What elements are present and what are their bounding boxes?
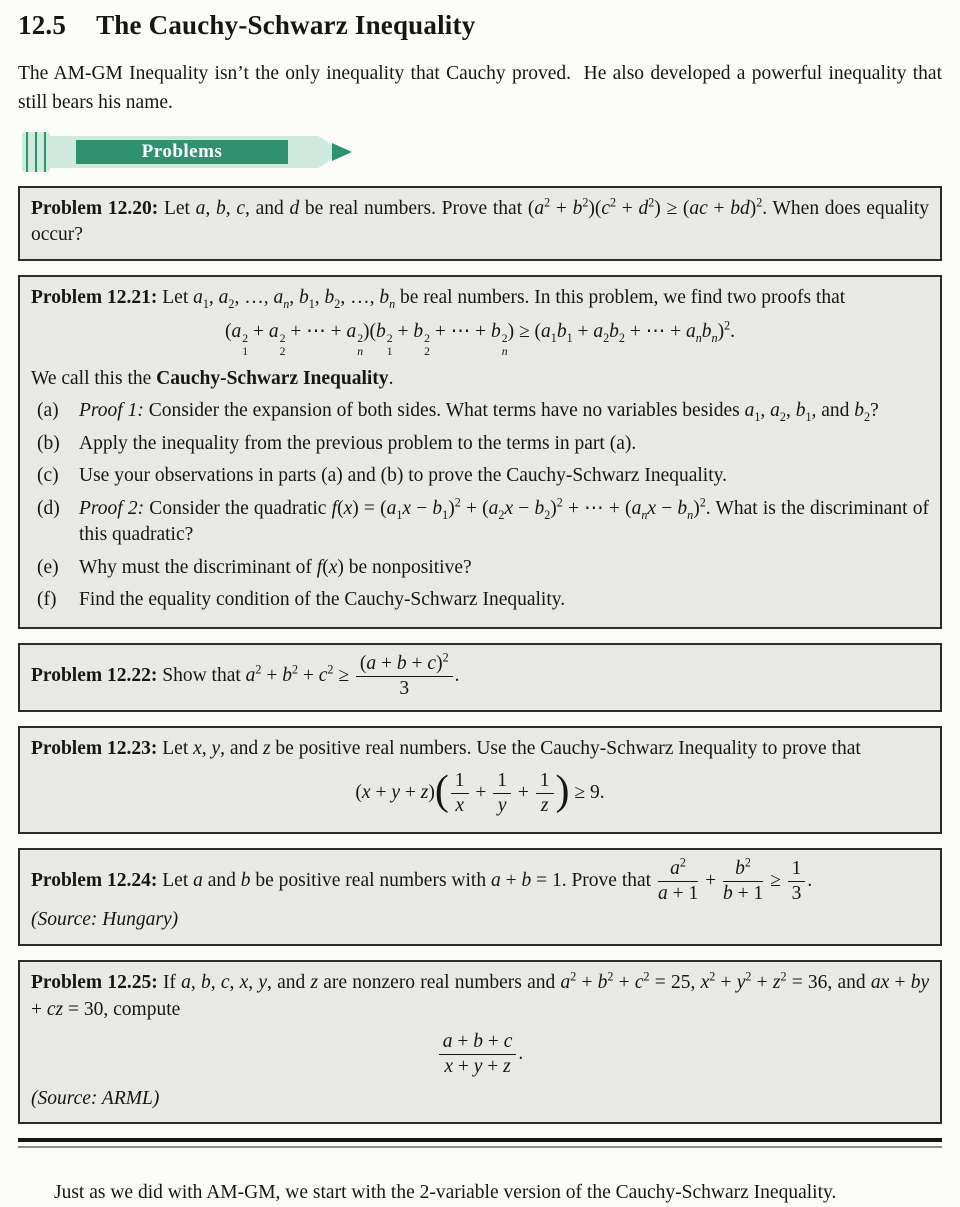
- problem-12-22-label: Problem 12.22:: [31, 664, 158, 686]
- closing-paragraph: Just as we did with AM-GM, we start with the 2-variable version of the Cauchy-Schwarz Inequality.: [54, 1182, 837, 1204]
- part-row-a: [37, 398, 929, 425]
- problem-12-21-text: [31, 285, 929, 312]
- problem-12-23-intro: Let x, y, and z be positive real numbers. Use the Cauchy-Schwarz Inequality to prove that: [162, 737, 861, 759]
- part-label: (d): [37, 497, 60, 519]
- problem-12-24-text: [31, 855, 929, 905]
- problem-12-24-body: Let a and b be positive real numbers with a + b = 1. Prove that $\frac{a^2}{a + 1}$ + $\frac{b^2}{b + 1}$ ≥ $\frac{1}{3}$ .: [162, 855, 813, 904]
- problem-12-21-box: [18, 275, 942, 629]
- part-text: Why must the discriminant of f(x) be nonpositive?: [79, 556, 472, 578]
- part-label: (f): [37, 589, 57, 611]
- problem-12-24-box: [18, 848, 942, 946]
- part-row-e: [37, 555, 929, 582]
- problem-12-22-box: [18, 643, 942, 712]
- part-row-b: [37, 431, 929, 458]
- problem-12-23-label: Problem 12.23:: [31, 737, 158, 759]
- problem-12-25-source: (Source: ARML): [31, 1087, 160, 1109]
- problem-12-21-label: Problem 12.21:: [31, 286, 158, 308]
- part-text: Apply the inequality from the previous problem to the terms in part (a).: [79, 432, 637, 454]
- problem-12-25-label: Problem 12.25:: [31, 971, 158, 993]
- problems-banner: [18, 130, 942, 174]
- part-label: (e): [37, 556, 59, 578]
- problems-banner-label: Problems: [76, 140, 288, 164]
- part-label: (c): [37, 465, 59, 487]
- pencil-tip-icon: [332, 143, 352, 161]
- part-text: Use your observations in parts (a) and (b) to prove the Cauchy-Schwarz Inequality.: [79, 465, 727, 487]
- section-heading: [18, 10, 942, 41]
- problem-12-23-box: [18, 726, 942, 834]
- part-row-c: [37, 463, 929, 490]
- problem-12-25-box: [18, 960, 942, 1124]
- part-row-f: [37, 587, 929, 614]
- problem-12-24-label: Problem 12.24:: [31, 869, 158, 891]
- problem-12-22-body: Show that $a^2 + b^2 + c^2$ ≥ $\frac{(a + b + c)^2}{3}$ .: [162, 650, 460, 699]
- intro-paragraph: The AM-GM Inequality isn’t the only inequality that Cauchy proved. He also developed a powerful inequality that still bears his name.: [18, 63, 942, 114]
- part-text: Proof 2: Consider the quadratic $f(x) = (a_1x - b_1)^2 + (a_2x - b_2)^2$ + ⋯ + $(a_nx - b_n)^2$. What is the discriminant of this quadratic?: [79, 495, 929, 546]
- problem-12-23-text: [31, 736, 929, 763]
- problem-12-25-intro: If a, b, c, x, y, and z are nonzero real numbers and $a^2 + b^2 + c^2 = 25$, $x^2 + y^2 + z^2 = 36$, and ax + by + cz = 30, compute: [31, 969, 930, 1020]
- problem-12-25-equation: $\frac{a + b + c}{x + y + z}$ .: [31, 1031, 929, 1078]
- problem-12-21-parts: [37, 398, 929, 614]
- section-number: 12.5: [18, 10, 67, 40]
- part-row-d: [37, 496, 929, 549]
- problem-12-20-box: [18, 186, 942, 261]
- section-divider-thick-rule: [18, 1138, 942, 1142]
- problem-12-25-text: [31, 970, 929, 1023]
- part-label: (a): [37, 400, 59, 422]
- section-divider-thin-rule: [18, 1146, 942, 1148]
- part-text: Find the equality condition of the Cauchy-Schwarz Inequality.: [79, 589, 566, 611]
- problem-12-20-body: Let a, b, c, and d be real numbers. Prove that $(a^2 + b^2)(c^2 + d^2) \ge (ac + bd)^2$. When does equality occur?: [31, 195, 930, 246]
- part-label: (b): [37, 432, 60, 454]
- problem-12-22-text: [31, 650, 929, 700]
- problem-12-20-label: Problem 12.20:: [31, 197, 159, 219]
- problem-12-21-intro: Let $a_1$, $a_2$, …, $a_n$, $b_1$, $b_2$, …, $b_n$ be real numbers. In this problem, we find two proofs that: [162, 286, 846, 311]
- section-title: The Cauchy-Schwarz Inequality: [96, 10, 476, 40]
- part-text: Proof 1: Consider the expansion of both sides. What terms have no variables besides $a_1$, $a_2$, $b_1$, and $b_2$?: [79, 400, 879, 425]
- problem-12-20-text: [31, 196, 929, 249]
- problem-12-24-source: (Source: Hungary): [31, 909, 179, 931]
- problem-12-21-equation: (a 2 1 + a 2 2 + ⋯ + a 2 n )(b 2 1 + b 2 2 + ⋯ + b 2 n ) ≥ ($a_1b_1 + a_2b_2$ + ⋯ + $a_nb_n)^2$.: [225, 318, 735, 358]
- problem-12-23-equation: (x + y + z)( $\frac{1}{x}$ + $\frac{1}{y}$ + $\frac{1}{z}$ ) ≥ 9.: [355, 768, 605, 816]
- problem-12-21-after: We call this the Cauchy-Schwarz Inequality.: [31, 367, 394, 389]
